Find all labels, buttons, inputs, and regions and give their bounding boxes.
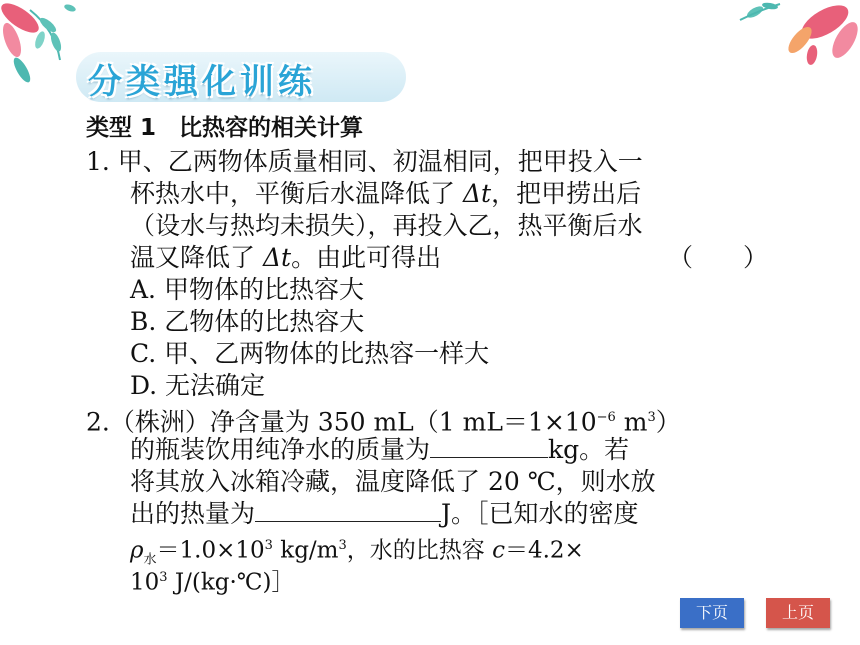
q2-line-1-text-b: m — [615, 407, 648, 437]
q1-option-b: B. 乙物体的比热容大 — [130, 307, 365, 336]
section-heading: 类型 1 比热容的相关计算 — [86, 115, 364, 141]
q2-line-2 — [130, 434, 629, 466]
q1-option-a: A. 甲物体的比热容大 — [130, 275, 364, 304]
q1-option-d: D. 无法确定 — [130, 371, 266, 400]
prev-page-button[interactable]: 上页 — [766, 598, 830, 628]
q1-answer-paren: （ ） — [668, 243, 769, 272]
next-page-button[interactable]: 下页 — [680, 598, 744, 628]
q2-line-1-text-a: 2.（株洲）净含量为 350 mL（1 mL＝1×10 — [86, 407, 597, 437]
mass-answer-blank[interactable] — [430, 435, 548, 458]
q1-line-2-text-a: 杯热水中，平衡后水温降低了 — [130, 179, 463, 208]
q2-line-4 — [130, 498, 639, 530]
water-subscript: 水 — [143, 552, 157, 568]
q1-line-4-text-b: 。由此可得出 — [291, 243, 442, 272]
q1-line-2 — [130, 178, 641, 210]
rho-symbol: ρ — [130, 537, 144, 564]
exponent: 3 — [338, 538, 347, 553]
q2-line-5-text-c: ，水的比热容 — [346, 537, 493, 564]
q2-line-6 — [130, 562, 295, 599]
q2-line-5-text-a: ＝1.0×10 — [156, 537, 265, 564]
q2-line-3: 将其放入冰箱冷藏，温度降低了 20 ℃，则水放 — [130, 467, 656, 496]
q2-line-1-text-c: ） — [655, 407, 681, 437]
banner-title: 分类强化训练 — [88, 62, 316, 102]
q2-line-2-text-a: 的瓶装饮用纯净水的质量为 — [130, 435, 431, 464]
c-symbol: c — [492, 537, 505, 564]
q2-line-5-text-d: ＝4.2× — [504, 537, 584, 564]
q2-line-4-text-a: 出的热量为 — [130, 499, 256, 528]
corner-leaves-right-decoration — [730, 0, 860, 70]
exponent: 3 — [159, 570, 168, 585]
q1-line-4 — [130, 242, 441, 274]
q2-line-6-text-b: J/(kg·℃)］ — [167, 569, 295, 596]
delta-t-symbol: Δt — [262, 243, 292, 272]
q1-line-2-text-b: ，把甲捞出后 — [491, 179, 642, 208]
q1-line-4-text-a: 温又降低了 — [130, 243, 263, 272]
delta-t-symbol: Δt — [462, 179, 492, 208]
q2-line-5-text-b: kg/m — [272, 537, 339, 564]
q2-line-4-text-b: J。［已知水的密度 — [441, 499, 639, 528]
q1-line-1: 1. 甲、乙两物体质量相同、初温相同，把甲投入一 — [86, 147, 643, 176]
q2-line-2-text-b: kg。若 — [548, 435, 630, 464]
exponent: −6 — [596, 410, 616, 425]
exponent: 3 — [264, 538, 273, 553]
q1-line-3: （设水与热均未损失），再投入乙，热平衡后水 — [130, 211, 643, 240]
q2-line-6-text-a: 10 — [130, 569, 160, 596]
q1-option-c: C. 甲、乙两物体的比热容一样大 — [130, 339, 490, 368]
heat-answer-blank[interactable] — [255, 499, 441, 522]
exponent: 3 — [647, 410, 656, 425]
q2-line-1 — [86, 402, 681, 438]
